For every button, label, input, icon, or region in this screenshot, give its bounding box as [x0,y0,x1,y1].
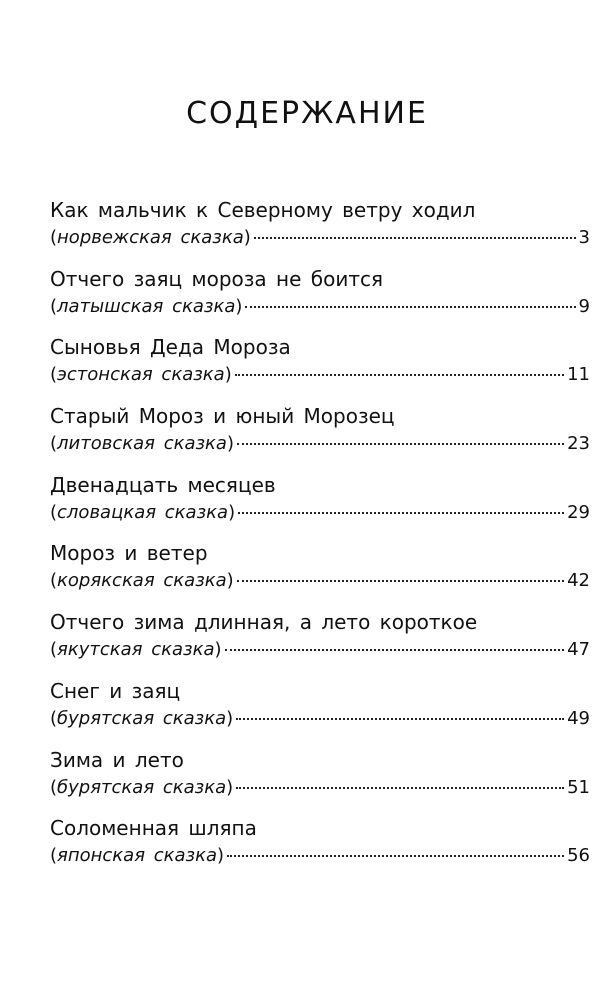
open-paren: ( [50,433,58,455]
entry-line [50,431,590,457]
entry-page-number: 29 [567,501,590,523]
entry-title: Зима и лето [50,747,184,772]
entry-line [50,568,590,594]
entry-line [50,775,590,801]
entry-title: Как мальчик к Северному ветру ходил [50,198,476,222]
toc-entry [50,813,590,882]
entry-origin: словацкая сказка [57,501,229,523]
toc-entry [50,676,590,745]
entry-page-number: 49 [567,707,590,729]
entry-title: Старый Мороз и юный Морозец [50,404,395,429]
entry-origin: латышская сказка [57,295,236,317]
entry-page-number: 3 [578,227,590,248]
dot-leader [254,237,576,239]
entry-page-number: 42 [567,570,590,592]
entry-line [50,294,590,320]
entry-page-number: 11 [567,364,590,386]
close-paren: ) [243,227,251,248]
entry-page-number: 9 [578,295,590,317]
entry-title: Двенадцать месяцев [50,472,276,497]
toc-entry [50,470,590,539]
open-paren: ( [50,295,58,317]
open-paren: ( [50,845,58,867]
toc-entry [50,195,590,264]
dot-leader [236,787,564,789]
dot-leader [237,580,564,582]
entry-page-number: 23 [567,433,590,455]
toc-entry [50,401,590,470]
entry-line [50,706,590,732]
entry-origin: бурятская сказка [57,776,227,798]
open-paren: ( [50,639,58,661]
entry-title: Снег и заяц [50,678,181,703]
entry-title: Сыновья Деда Мороза [50,335,291,360]
close-paren: ) [228,501,236,523]
entry-title: Соломенная шляпа [50,816,257,841]
toc-entry [50,538,590,607]
close-paren: ) [235,295,243,317]
open-paren: ( [50,570,58,592]
toc-entry [50,264,590,333]
close-paren: ) [214,639,222,661]
entry-origin: корякская сказка [57,570,227,592]
entry-page-number: 51 [567,776,590,798]
close-paren: ) [226,570,234,592]
entry-origin: эстонская сказка [57,364,225,386]
entry-line [50,843,590,869]
page-title: СОДЕРЖАНИЕ [186,96,428,131]
open-paren: ( [50,707,58,729]
close-paren: ) [226,776,234,798]
toc-entry [50,745,590,814]
dot-leader [225,649,565,651]
entry-origin: японская сказка [57,845,218,867]
toc-entry [50,332,590,401]
entry-line [50,500,590,526]
dot-leader [245,306,575,308]
entry-origin: бурятская сказка [57,707,227,729]
entry-origin: литовская сказка [57,433,227,455]
table-of-contents [50,195,590,882]
entry-line [50,225,590,251]
close-paren: ) [224,364,232,386]
entry-title: Отчего зима длинная, а лето короткое [50,610,478,635]
open-paren: ( [50,364,58,386]
open-paren: ( [50,227,58,248]
close-paren: ) [226,707,234,729]
entry-page-number: 56 [567,845,590,867]
entry-origin: норвежская сказка [57,227,244,248]
close-paren: ) [226,433,234,455]
open-paren: ( [50,501,58,523]
open-paren: ( [50,776,58,798]
close-paren: ) [217,845,225,867]
dot-leader [237,443,564,445]
entry-line [50,362,590,388]
dot-leader [235,374,564,376]
entry-line [50,637,590,663]
dot-leader [236,718,564,720]
entry-title: Отчего заяц мороза не боится [50,266,383,291]
entry-page-number: 47 [567,639,590,661]
toc-entry [50,607,590,676]
entry-origin: якутская сказка [57,639,215,661]
dot-leader [238,512,564,514]
dot-leader [227,855,564,857]
entry-title: Мороз и ветер [50,541,208,566]
